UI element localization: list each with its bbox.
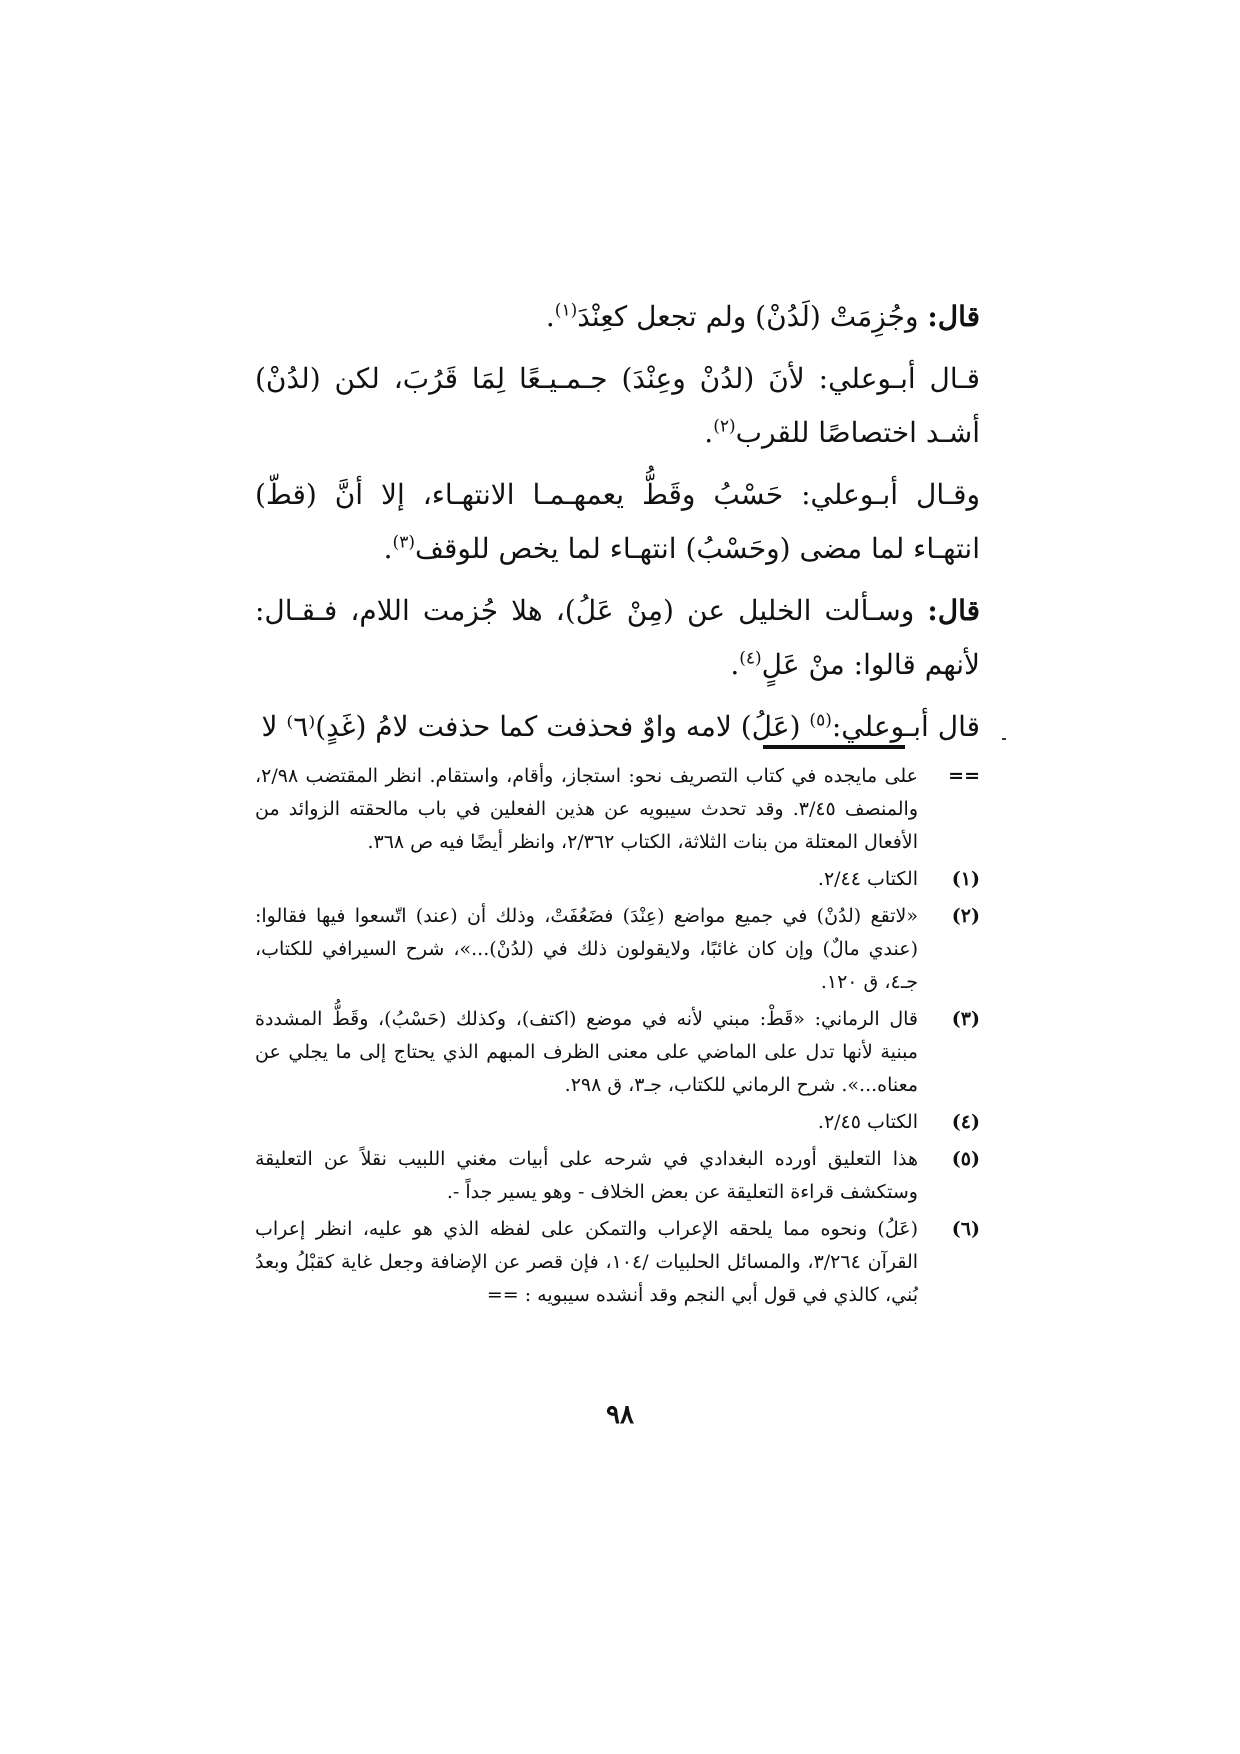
footnote — [255, 863, 980, 896]
paragraph-1 — [255, 290, 980, 344]
footnote-ref: (٢) — [713, 416, 736, 437]
paragraph-2 — [255, 352, 980, 460]
paragraph-text: وقـال أبـوعلي: حَسْبُ وقَطُّ يعمهـمـا الانتهـاء، إلا أنَّ (قطّ) انتهـاء لما مضى (وحَسْبُ) انتهـاء لما يخص للوقف — [255, 478, 980, 565]
paragraph-tail: . — [383, 532, 393, 565]
paragraph-text: وسـألت الخليل عن (مِنْ عَلُ)، هلا جُزمت اللام، فـقـال: لأنهم قالوا: منْ عَلٍ — [255, 594, 980, 681]
paragraph-text: قال أبـوعلي: — [831, 710, 980, 743]
footnote — [255, 900, 980, 999]
footnote — [255, 1213, 980, 1312]
footnote-text: هذا التعليق أورده البغدادي في شرحه على أبيات مغني اللبيب نقلاً عن التعليقة وستكشف قراءة التعليقة عن بعض الخلاف - وهو يسير جداً -. — [255, 1148, 918, 1203]
footnote-number: (٤) — [951, 1111, 980, 1133]
footnote-number: (١) — [951, 868, 980, 890]
main-text-body — [255, 290, 980, 762]
footnote-ref: (١) — [554, 300, 578, 321]
footnote-text: قال الرماني: «قَطْ: مبني لأنه في موضع (اكتف)، وكذلك (حَسْبُ)، وقَطُّ المشددة مبنية لأنها تدل على الماضي على معنى الظرف المبهم الذي يحتاج إلى ما يجلي عن معناه...». شرح الرماني للكتاب، جـ٣، ق ٢٩٨. — [255, 1008, 918, 1096]
footnote-text: (عَلُ) ونحوه مما يلحقه الإعراب والتمكن على لفظه الذي هو عليه، انظر إعراب القرآن ٣/٢٦٤، والمسائل الحلبيات /١٠٤، فإن قصر عن الإضافة وجعل غاية كقبْلُ وبعدُ بُني، كالذي في قول أبي النجم وقد أنشده سيبويه : == — [255, 1218, 919, 1306]
footnote-separator — [763, 745, 905, 749]
paragraph-3 — [255, 468, 980, 576]
page-number: ٩٨ — [606, 1400, 634, 1430]
footnotes-section — [255, 760, 980, 1316]
footnote — [255, 1106, 980, 1139]
footnote-ref: (٤) — [739, 648, 762, 669]
paragraph-tail: . — [730, 648, 740, 681]
footnote — [255, 1003, 980, 1102]
footnote-text: الكتاب ٢/٤٥. — [817, 1111, 918, 1133]
footnote-number: (٥) — [951, 1148, 980, 1170]
paragraph-tail: . — [545, 300, 555, 333]
paragraph-text: وجُزِمَتْ (لَدُنْ) ولم تجعل كعِنْدَ — [577, 300, 928, 333]
footnote-number: (٦) — [951, 1218, 980, 1240]
paragraph-label: قال: — [927, 594, 980, 627]
footnote-number: == — [948, 765, 980, 787]
paragraph-label: قال: — [927, 300, 980, 333]
footnote-text: على مايجده في كتاب التصريف نحو: استجاز، وأقام، واستقام. انظر المقتضب ٢/٩٨، والمنصف ٣/٤٥. وقد تحدث سيبويه عن هذين الفعلين في باب مالحقته الزوائد من الأفعال المعتلة من بنات الثلاثة، الكتاب ٢/٣٦٢، وانظر أيضًا فيه ص ٣٦٨. — [255, 765, 918, 853]
footnote-number: (٢) — [951, 905, 980, 927]
paragraph-4 — [255, 584, 980, 692]
footnote-number: (٣) — [951, 1008, 980, 1030]
footnote — [255, 1143, 980, 1209]
footnote-text: الكتاب ٢/٤٤. — [817, 868, 918, 890]
footnote — [255, 760, 980, 859]
footnote-ref: (٥) — [809, 710, 832, 731]
footnote-ref: (٣) — [392, 532, 415, 553]
footnote-text: «لاتقع (لدُنْ) في جميع مواضع (عِنْدَ) فضَعُفَتْ، وذلك أن (عند) اتّسعوا فيها فقالوا: (عندي مالٌ) وإن كان غائبًا، ولايقولون ذلك في (لدُنْ)...»، شرح السيرافي للكتاب، جـ٤، ق ١٢٠. — [255, 905, 918, 993]
paragraph-text: قـال أبـوعلي: لأنَ (لدُنْ وعِنْدَ) جـمـيـعًا لِمَا قَرُبَ، لكن (لدُنْ) أشـد اختصاصًا للقرب — [255, 362, 980, 449]
paragraph-tail: (عَلُ) لامه واوٌ فحذفت كما حذفت لامُ (غَدٍ)⁽٦⁾ لا — [261, 710, 810, 743]
margin-mark — [1002, 738, 1006, 740]
paragraph-tail: . — [704, 416, 714, 449]
